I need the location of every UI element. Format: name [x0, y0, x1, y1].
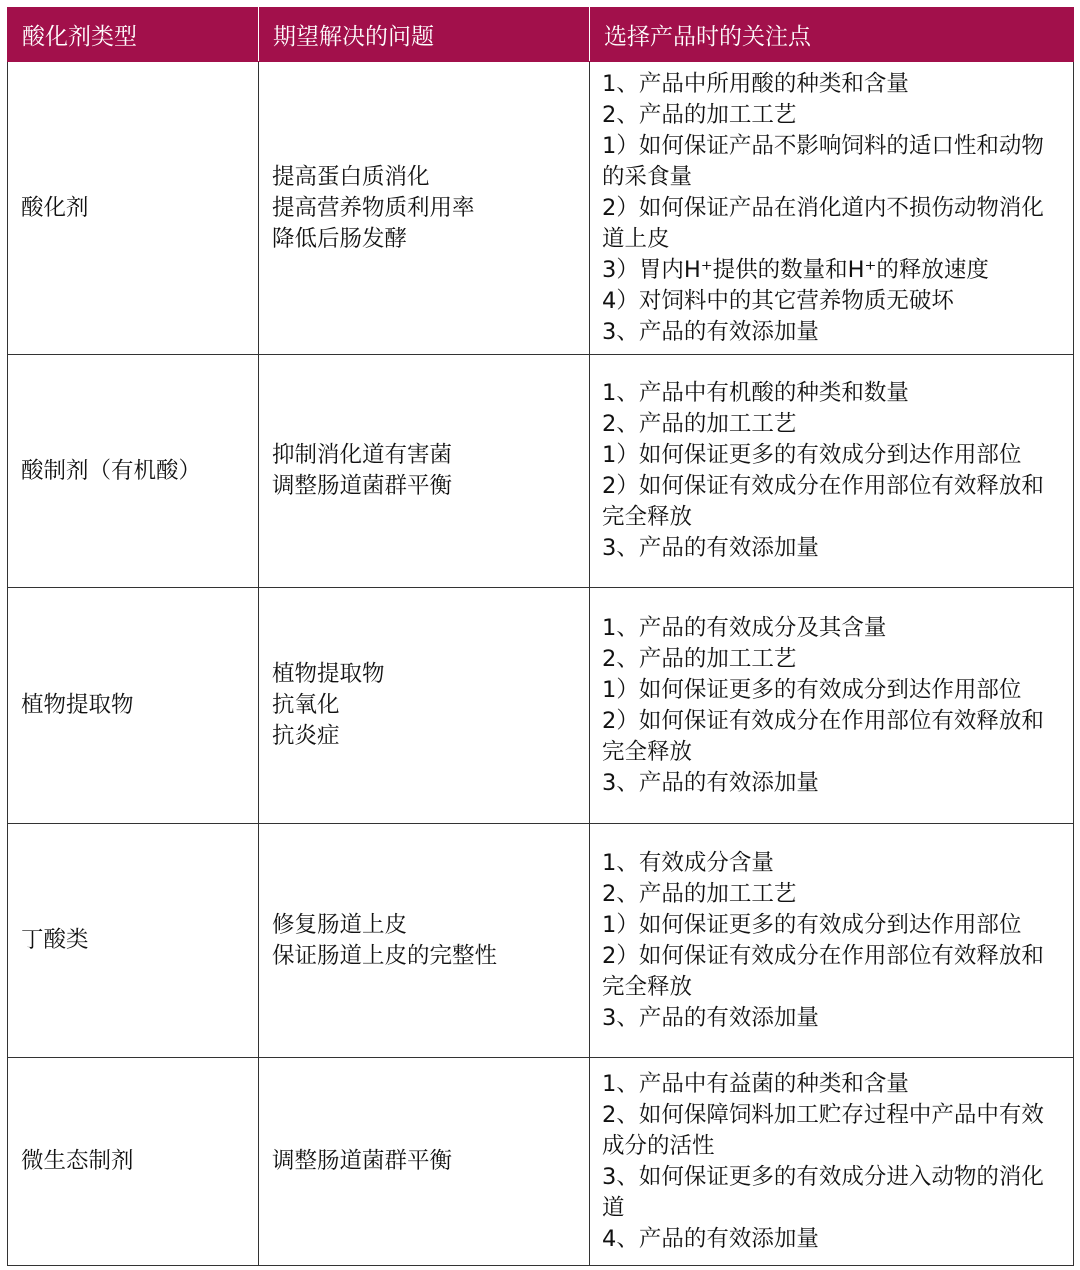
cell-type [8, 824, 259, 1058]
cell-focus [590, 824, 1074, 1058]
focus-line: 2）如何保证有效成分在作用部位有效释放和完全释放 [602, 473, 1044, 530]
cell-type [8, 355, 259, 588]
focus-line: 3、如何保证更多的有效成分进入动物的消化道 [602, 1163, 1044, 1221]
table-row [8, 62, 1074, 355]
problem-line: 抑制消化道有害菌 [272, 442, 453, 468]
focus-line: 2）如何保证产品在消化道内不损伤动物消化道上皮 [602, 194, 1044, 252]
focus-line: 2、产品的加工工艺 [602, 645, 797, 672]
problem-line: 修复肠道上皮 [272, 911, 408, 938]
focus-line: 1、产品中有机酸的种类和数量 [602, 380, 909, 406]
focus-line: 2、产品的加工工艺 [602, 880, 797, 907]
cell-problems [259, 355, 590, 588]
header-type: 酸化剂类型 [8, 8, 259, 62]
cell-focus [590, 1058, 1074, 1266]
type-text: 微生态制剂 [21, 1148, 134, 1174]
problem-line: 抗炎症 [272, 723, 340, 749]
cell-focus [590, 62, 1074, 355]
focus-line: 3、产品的有效添加量 [602, 318, 819, 345]
type-text: 酸化剂 [21, 194, 89, 221]
focus-line: 1、产品中所用酸的种类和含量 [602, 70, 909, 97]
table-row [8, 355, 1074, 588]
focus-line: 2）如何保证有效成分在作用部位有效释放和完全释放 [602, 707, 1044, 765]
cell-type [8, 62, 259, 355]
problem-line: 调整肠道菌群平衡 [272, 1148, 453, 1174]
focus-line: 3、产品的有效添加量 [602, 1004, 819, 1031]
focus-line: 3、产品的有效添加量 [602, 769, 819, 796]
focus-line: 2、如何保障饲料加工贮存过程中产品中有效成分的活性 [602, 1101, 1044, 1159]
table-row [8, 1058, 1074, 1266]
problem-line: 提高营养物质利用率 [272, 194, 475, 221]
focus-line: 1）如何保证更多的有效成分到达作用部位 [602, 676, 1022, 703]
problem-line: 保证肠道上皮的完整性 [272, 942, 498, 969]
cell-problems [259, 824, 590, 1058]
focus-line: 1）如何保证产品不影响饲料的适口性和动物的采食量 [602, 132, 1044, 190]
focus-line: 1）如何保证更多的有效成分到达作用部位 [602, 442, 1022, 468]
header-focus: 选择产品时的关注点 [590, 8, 1074, 62]
cell-problems [259, 62, 590, 355]
table-row [8, 588, 1074, 824]
problem-line: 提高蛋白质消化 [272, 163, 430, 190]
focus-line: 3、产品的有效添加量 [602, 535, 819, 561]
header-row [8, 8, 1074, 62]
focus-line: 1、产品中有益菌的种类和含量 [602, 1070, 909, 1097]
table-row [8, 824, 1074, 1058]
cell-problems [259, 588, 590, 824]
problem-line: 降低后肠发酵 [272, 225, 408, 252]
focus-line: 1）如何保证更多的有效成分到达作用部位 [602, 911, 1022, 938]
type-text: 植物提取物 [21, 692, 134, 718]
cell-type [8, 588, 259, 824]
focus-line: 1、产品的有效成分及其含量 [602, 614, 887, 641]
focus-line: 3）胃内H⁺提供的数量和H⁺的释放速度 [602, 256, 989, 283]
cell-focus [590, 588, 1074, 824]
focus-line: 4）对饲料中的其它营养物质无破坏 [602, 287, 954, 314]
focus-line: 1、有效成分含量 [602, 849, 774, 876]
problem-line: 植物提取物 [272, 661, 385, 687]
problem-line: 抗氧化 [272, 692, 340, 718]
cell-type [8, 1058, 259, 1266]
type-text: 丁酸类 [21, 927, 89, 953]
focus-line: 4、产品的有效添加量 [602, 1225, 819, 1252]
cell-problems [259, 1058, 590, 1266]
acidifier-table [7, 7, 1074, 1266]
focus-line: 2、产品的加工工艺 [602, 411, 797, 437]
header-problems: 期望解决的问题 [259, 8, 590, 62]
type-text: 酸制剂（有机酸） [21, 457, 202, 484]
focus-line: 2、产品的加工工艺 [602, 101, 797, 128]
cell-focus [590, 355, 1074, 588]
focus-line: 2）如何保证有效成分在作用部位有效释放和完全释放 [602, 942, 1044, 1000]
problem-line: 调整肠道菌群平衡 [272, 473, 453, 499]
